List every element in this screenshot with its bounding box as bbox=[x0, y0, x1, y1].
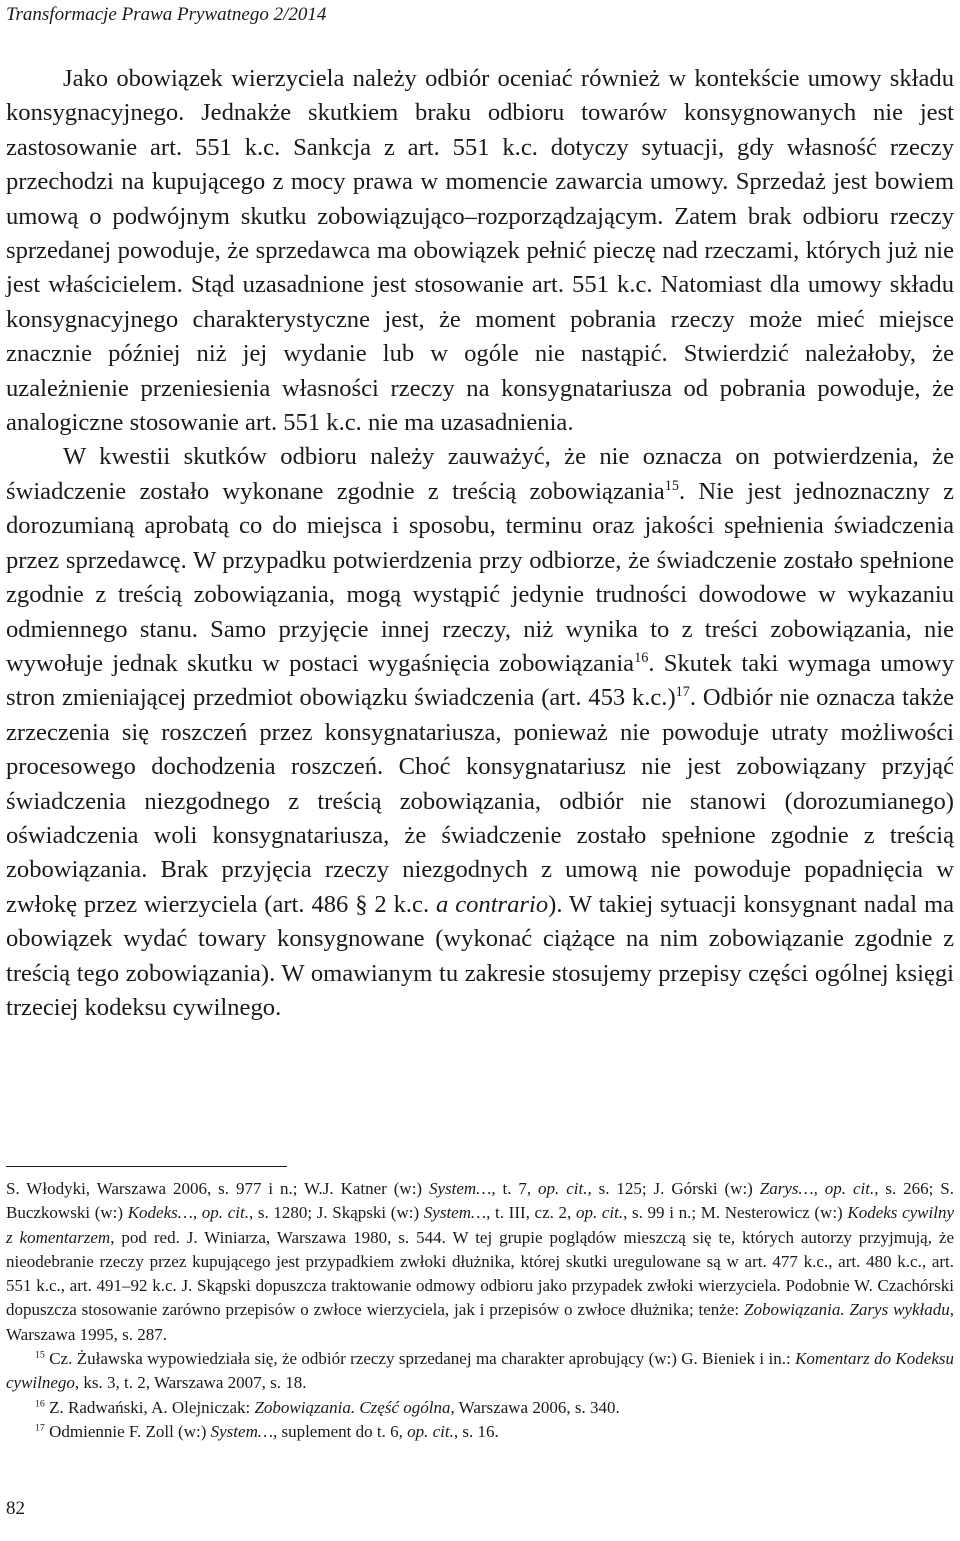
fn-text: , s. 1280; J. Skąpski (w:) bbox=[248, 1203, 424, 1223]
fn-italic: Kodeks… bbox=[127, 1203, 193, 1223]
fn-text: , bbox=[192, 1203, 202, 1223]
fn-text: Z. Radwański, A. Olejniczak: bbox=[44, 1397, 255, 1417]
paragraph-2 bbox=[6, 440, 954, 1025]
footnote-ref-16[interactable]: 16 bbox=[634, 649, 649, 666]
footnote-ref-17[interactable]: 17 bbox=[675, 684, 690, 701]
fn-italic: Kodeks cywilny z komentarzem bbox=[6, 1203, 955, 1247]
fn-text: , Warszawa 1995, s. 287. bbox=[6, 1300, 954, 1344]
fn-italic: op. cit. bbox=[201, 1203, 249, 1223]
fn-italic: op. cit. bbox=[575, 1203, 624, 1223]
fn-italic: Zobowiązania. Część ogólna bbox=[254, 1397, 451, 1417]
paragraph-1: Jako obowiązek wierzyciela należy odbiór oceniać również w kontekście umowy składu konsygnacyjnego. Jednakże skutkiem braku odbioru towarów konsygnowanych nie jest zastosowanie art. 551 k.c. Sankcja z art. 551 k.c. dotyczy sytuacji, gdy własność rzeczy przechodzi na kupującego z mocy prawa w momencie zawarcia umowy. Sprzedaż jest bowiem umową o podwójnym skutku zobowiązująco–rozporządzającym. Zatem brak odbioru rzeczy sprzedanej powoduje, że sprzedawca ma obowiązek pełnić pieczę nad rzeczami, których już nie jest właścicielem. Stąd uzasadnione jest stosowanie art. 551 k.c. Natomiast dla umowy składu konsygnacyjnego charakterystyczne jest, że moment pobrania rzeczy może mieć miejsce znacznie później niż jej wydanie lub w ogóle nie nastąpić. Stwierdzić należałoby, że uzależnienie przeniesienia własności rzeczy na konsygnatariusza od pobrania powoduje, że analogiczne stosowanie art. 551 k.c. nie ma uzasadnienia. bbox=[6, 65, 954, 437]
paragraph-2-part-b: . Nie jest jednoznaczny z dorozumianą aprobatą co do miejsca i sposobu, terminu oraz jakości spełnienia świadczenia przez sprzedawcę. W przypadku potwierdzenia przy odbiorze, że świadczenie zostało spełnione zgodnie z treścią zobowiązania, mogą wystąpić jedynie trudności dowodowe w wykazaniu odmiennego stanu. Samo przyjęcie innej rzeczy, niż wynika to z treści zobowiązania, nie wywołuje jednak skutku w postaci wygaśnięcia zobowiązania bbox=[6, 477, 955, 677]
fn-text: S. Włodyki, Warszawa 2006, s. 977 i n.; W.J. Katner (w:) bbox=[6, 1179, 429, 1198]
fn-italic: System… bbox=[429, 1179, 492, 1198]
fn-text: , s. 266; S. Buczkowski (w:) bbox=[6, 1179, 955, 1223]
footnote-divider bbox=[6, 1166, 287, 1167]
fn-text: , ks. 3, t. 2, Warszawa 2007, s. 18. bbox=[74, 1373, 307, 1393]
fn-text: Cz. Żuławska wypowiedziała się, że odbiór rzeczy sprzedanej ma charakter aprobujący (w:) G. Bieniek i in.: bbox=[44, 1349, 796, 1369]
running-header: Transformacje Prawa Prywatnego 2/2014 bbox=[6, 4, 327, 25]
footnotes bbox=[6, 1177, 954, 1444]
fn-text: , s. 16. bbox=[453, 1421, 499, 1441]
fn-italic: System… bbox=[210, 1421, 273, 1441]
paragraph-2-part-e: ). W takiej sytuacji konsygnant nadal ma obowiązek wydać towary konsygnowane (wykonać ciążące na nim zobowiązanie zgodnie z treścią tego zobowiązania). W omawianym tu zakresie stosujemy przepisy części ogólnej księgi trzeciej kodeksu cywilnego. bbox=[6, 890, 954, 1021]
fn-text: , s. 99 i n.; M. Nesterowicz (w:) bbox=[623, 1203, 848, 1223]
fn-italic: System… bbox=[423, 1203, 487, 1223]
footnote-number: 17 bbox=[35, 1422, 45, 1434]
footnote-number: 15 bbox=[35, 1349, 45, 1361]
page-number: 82 bbox=[6, 1498, 25, 1519]
fn-text: , bbox=[813, 1179, 825, 1198]
footnote-17 bbox=[6, 1420, 954, 1444]
footnote-continued bbox=[6, 1177, 954, 1347]
fn-text: , s. 125; J. Górski (w:) bbox=[587, 1179, 760, 1198]
paragraph-2-part-c: . Skutek taki wymaga umowy stron zmieniającej przedmiot obowiązku świadczenia (art. 453 k.c.) bbox=[6, 649, 954, 712]
fn-italic: op. cit. bbox=[538, 1179, 588, 1198]
fn-italic: Zobowiązania. Zarys wykładu bbox=[744, 1300, 950, 1320]
fn-text: , Warszawa 2006, s. 340. bbox=[450, 1397, 620, 1417]
fn-italic: Komentarz do Kodeksu cywilnego bbox=[6, 1349, 954, 1393]
footnote-ref-15[interactable]: 15 bbox=[664, 477, 679, 494]
fn-text: , t. III, cz. 2, bbox=[486, 1203, 576, 1223]
body-text bbox=[6, 62, 954, 1025]
fn-italic: op. cit. bbox=[407, 1421, 454, 1441]
footnote-number: 16 bbox=[35, 1398, 45, 1410]
footnote-15 bbox=[6, 1347, 954, 1396]
paragraph-2-italic: a contrario bbox=[436, 890, 549, 918]
footnote-16 bbox=[6, 1396, 954, 1420]
paragraph-2-part-d: . Odbiór nie oznacza także zrzeczenia się roszczeń przez konsygnatariusza, ponieważ nie powoduje utraty możliwości procesowego dochodzenia roszczeń. Choć konsygnatariusz nie jest zobowiązany przyjąć świadczenia niezgodnego z treścią zobowiązania, odbiór nie stanowi (dorozumianego) oświadczenia woli konsygnatariusza, że świadczenie zostało spełnione zgodnie z treścią zobowiązania. Brak przyjęcia rzeczy niezgodnych z umową nie powoduje popadnięcia w zwłokę przez wierzyciela (art. 486 § 2 k.c. bbox=[6, 684, 954, 918]
fn-italic: op. cit. bbox=[824, 1179, 875, 1198]
paragraph-2-part-a: W kwestii skutków odbioru należy zauważyć, że nie oznacza on potwierdzenia, że świadczenie zostało wykonane zgodnie z treścią zobowiązania bbox=[6, 443, 954, 505]
fn-text: , suplement do t. 6, bbox=[272, 1421, 408, 1441]
fn-italic: Zarys… bbox=[759, 1179, 814, 1198]
fn-text: Odmiennie F. Zoll (w:) bbox=[44, 1421, 211, 1441]
fn-text: , t. 7, bbox=[491, 1179, 539, 1198]
fn-text: , pod red. J. Winiarza, Warszawa 1980, s. 544. W tej grupie poglądów mieszczą się te, których autorzy przyjmują, że nieodebranie rzeczy przez kupującego jest przypadkiem zwłoki dłużnika, której skutki uregulowane są w art. 477 k.c., art. 480 k.c., art. 551 k.c., art. 491–92 k.c. J. Skąpski dopuszcza traktowanie odmowy odbioru jako przypadek zwłoki wierzyciela. Podobnie W. Czachórski dopuszcza stosowanie zarówno przepisów o zwłoce wierzyciela, jak i przepisów o zwłoce dłużnika; tenże: bbox=[6, 1227, 955, 1320]
